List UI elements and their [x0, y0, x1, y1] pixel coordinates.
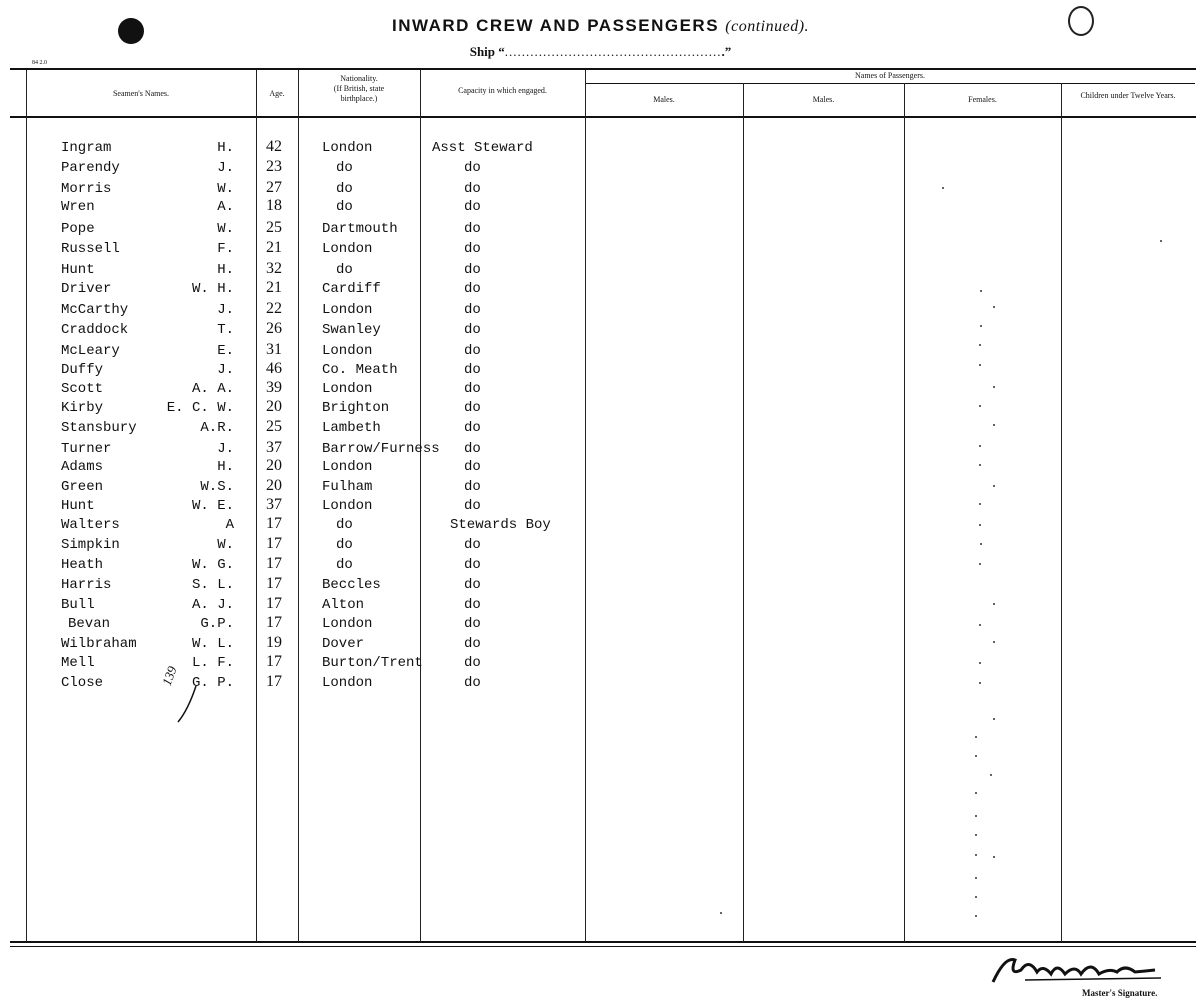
ship-label: Ship “ [469, 44, 505, 59]
crew-age: 18 [266, 197, 282, 214]
crew-age: 26 [266, 320, 282, 337]
table-bottom-rule-2 [10, 946, 1196, 947]
speck [980, 325, 982, 327]
crew-initials: W. E. [191, 498, 234, 514]
crew-nationality: London [322, 302, 373, 318]
speck [979, 524, 981, 526]
crew-nationality: London [322, 616, 373, 632]
ship-line [0, 44, 1201, 60]
speck [990, 774, 992, 776]
speck [975, 736, 977, 738]
crew-age: 37 [266, 439, 282, 456]
speck [993, 718, 995, 720]
crew-nationality: Brighton [322, 400, 390, 416]
crew-capacity: do [464, 479, 481, 495]
header-nationality: Nationality. (If British, state birthplace.) [333, 74, 385, 103]
crew-initials: A [225, 517, 234, 533]
col-rule-capacity [420, 70, 421, 942]
crew-surname: Heath [61, 557, 104, 573]
speck [979, 624, 981, 626]
col-rule-females [904, 83, 905, 942]
crew-nationality: Cardiff [322, 281, 381, 297]
crew-initials: A. [217, 199, 234, 215]
speck [979, 344, 981, 346]
header-bottom-rule [10, 116, 1196, 118]
crew-initials: J. [217, 441, 234, 457]
crew-initials: G.P. [200, 616, 234, 632]
speck [975, 877, 977, 879]
crew-age: 17 [266, 653, 282, 670]
title-suffix: (continued). [725, 18, 810, 35]
crew-age: 17 [266, 515, 282, 532]
crew-nationality: Dartmouth [322, 221, 398, 237]
crew-nationality: London [322, 459, 373, 475]
crew-surname: Craddock [61, 322, 129, 338]
header-passengers: Names of Passengers. [855, 71, 925, 80]
table-bottom-rule [10, 941, 1196, 943]
crew-initials: W. G. [191, 557, 234, 573]
crew-nationality: do [336, 160, 353, 176]
crew-nationality: London [322, 381, 373, 397]
signature-scribble [985, 950, 1175, 990]
crew-nationality: London [322, 675, 373, 691]
crew-nationality: London [322, 343, 373, 359]
crew-capacity: do [464, 262, 481, 278]
speck [942, 187, 944, 189]
speck [975, 792, 977, 794]
speck [979, 445, 981, 447]
crew-surname: Ingram [61, 140, 112, 156]
speck [975, 854, 977, 856]
speck [975, 815, 977, 817]
crew-age: 25 [266, 418, 282, 435]
crew-nationality: do [336, 557, 353, 573]
speck [993, 424, 995, 426]
crew-initials: E. [217, 343, 234, 359]
crew-age: 27 [266, 179, 282, 196]
crew-surname: Scott [61, 381, 104, 397]
speck [993, 485, 995, 487]
col-rule-passengers [585, 70, 586, 942]
crew-surname: Walters [61, 517, 120, 533]
crew-surname: Stansbury [61, 420, 137, 436]
crew-initials: A.R. [200, 420, 234, 436]
page-title [0, 16, 1201, 36]
crew-surname: Close [61, 675, 104, 691]
speck [993, 856, 995, 858]
crew-age: 17 [266, 535, 282, 552]
crew-age: 31 [266, 341, 282, 358]
crew-capacity: do [464, 655, 481, 671]
crew-capacity: do [464, 199, 481, 215]
header-age: Age. [269, 89, 285, 98]
crew-capacity: do [464, 362, 481, 378]
crew-surname: Wren [61, 199, 95, 215]
crew-initials: F. [217, 241, 234, 257]
crew-nationality: do [336, 517, 353, 533]
crew-surname: Parendy [61, 160, 120, 176]
crew-nationality: Swanley [322, 322, 381, 338]
crew-surname: McCarthy [61, 302, 129, 318]
crew-initials: W. [217, 221, 234, 237]
speck [993, 603, 995, 605]
speck [979, 662, 981, 664]
crew-age: 23 [266, 158, 282, 175]
crew-surname: Hunt [61, 262, 95, 278]
crew-capacity: do [464, 420, 481, 436]
header-capacity: Capacity in which engaged. [458, 86, 547, 95]
speck [975, 755, 977, 757]
crew-surname: Wilbraham [61, 636, 137, 652]
speck [975, 896, 977, 898]
speck [979, 563, 981, 565]
ship-dots: ................................................... [504, 44, 722, 59]
crew-initials: S. L. [191, 577, 234, 593]
crew-surname: Kirby [61, 400, 104, 416]
crew-age: 20 [266, 457, 282, 474]
crew-capacity: do [464, 302, 481, 318]
crew-age: 21 [266, 239, 282, 256]
col-rule-males2 [743, 83, 744, 942]
header-children: Children under Twelve Years. [1080, 91, 1176, 100]
crew-surname: Bull [61, 597, 95, 613]
speck [993, 386, 995, 388]
form-number: 84 2.0 [32, 60, 47, 66]
crew-surname: Morris [61, 181, 112, 197]
crew-capacity: do [464, 577, 481, 593]
crew-capacity: Asst Steward [432, 140, 533, 156]
crew-surname: Driver [61, 281, 112, 297]
col-rule-left [26, 70, 27, 942]
crew-age: 20 [266, 398, 282, 415]
table-top-rule [10, 68, 1196, 70]
crew-nationality: do [336, 537, 353, 553]
ship-close: .” [721, 44, 732, 59]
crew-capacity: do [464, 160, 481, 176]
speck [979, 503, 981, 505]
crew-capacity: do [464, 343, 481, 359]
crew-nationality: do [336, 262, 353, 278]
crew-age: 39 [266, 379, 282, 396]
col-rule-nationality [298, 70, 299, 942]
crew-surname: Turner [61, 441, 112, 457]
crew-nationality: Beccles [322, 577, 381, 593]
crew-nationality: Barrow/Furness [322, 441, 440, 457]
crew-surname: Pope [61, 221, 95, 237]
crew-capacity: do [464, 616, 481, 632]
crew-initials: H. [217, 140, 234, 156]
crew-surname: Green [61, 479, 104, 495]
margin-note: 139 [158, 664, 180, 688]
crew-age: 17 [266, 673, 282, 690]
crew-initials: W. [217, 181, 234, 197]
crew-initials: H. [217, 262, 234, 278]
crew-initials: L. F. [191, 655, 234, 671]
crew-capacity: do [464, 636, 481, 652]
crew-surname: Duffy [61, 362, 104, 378]
col-rule-age [256, 70, 257, 942]
crew-initials: G. P. [191, 675, 234, 691]
crew-age: 32 [266, 260, 282, 277]
speck [979, 464, 981, 466]
crew-nationality: Dover [322, 636, 365, 652]
crew-nationality: Co. Meath [322, 362, 398, 378]
speck [720, 912, 722, 914]
signature-label: Master's Signature. [1082, 988, 1158, 998]
crew-age: 22 [266, 300, 282, 317]
crew-surname: Hunt [61, 498, 95, 514]
crew-initials: W. [217, 537, 234, 553]
crew-initials: W. H. [191, 281, 234, 297]
speck [1160, 240, 1162, 242]
header-males-1: Males. [653, 95, 675, 104]
crew-age: 17 [266, 555, 282, 572]
crew-capacity: do [464, 597, 481, 613]
crew-initials: A. A. [191, 381, 234, 397]
crew-age: 17 [266, 595, 282, 612]
passenger-sub-rule [585, 83, 1195, 84]
speck [979, 682, 981, 684]
crew-nationality: Lambeth [322, 420, 381, 436]
speck [993, 306, 995, 308]
speck [980, 290, 982, 292]
crew-capacity: do [464, 557, 481, 573]
margin-tick-mark [176, 680, 206, 728]
crew-nationality: London [322, 140, 373, 156]
crew-initials: J. [217, 362, 234, 378]
crew-initials: A. J. [191, 597, 234, 613]
crew-capacity: do [464, 675, 481, 691]
crew-capacity: do [464, 381, 481, 397]
crew-initials: J. [217, 302, 234, 318]
crew-capacity: do [464, 281, 481, 297]
crew-initials: W.S. [200, 479, 234, 495]
crew-initials: E. C. W. [166, 400, 234, 416]
crew-initials: J. [217, 160, 234, 176]
crew-surname: McLeary [61, 343, 120, 359]
crew-capacity: do [464, 537, 481, 553]
crew-nationality: London [322, 241, 373, 257]
crew-initials: H. [217, 459, 234, 475]
speck [975, 834, 977, 836]
speck [993, 641, 995, 643]
speck [979, 364, 981, 366]
crew-capacity: do [464, 241, 481, 257]
col-rule-children [1061, 83, 1062, 942]
header-males-2: Males. [812, 95, 835, 104]
crew-capacity: Stewards Boy [450, 517, 551, 533]
crew-capacity: do [464, 322, 481, 338]
crew-nationality: do [336, 199, 353, 215]
crew-nationality: Burton/Trent [322, 655, 423, 671]
title-main: INWARD CREW AND PASSENGERS [391, 16, 720, 35]
crew-age: 25 [266, 219, 282, 236]
crew-capacity: do [464, 400, 481, 416]
crew-nationality: do [336, 181, 353, 197]
crew-age: 17 [266, 575, 282, 592]
crew-initials: T. [217, 322, 234, 338]
crew-age: 20 [266, 477, 282, 494]
speck [975, 915, 977, 917]
crew-capacity: do [464, 498, 481, 514]
crew-age: 19 [266, 634, 282, 651]
crew-initials: W. L. [191, 636, 234, 652]
crew-capacity: do [464, 181, 481, 197]
crew-surname: Adams [61, 459, 104, 475]
crew-age: 46 [266, 360, 282, 377]
crew-capacity: do [464, 221, 481, 237]
crew-capacity: do [464, 441, 481, 457]
crew-surname: Simpkin [61, 537, 120, 553]
crew-age: 21 [266, 279, 282, 296]
crew-age: 42 [266, 138, 282, 155]
master-signature [985, 950, 1175, 990]
crew-nationality: Fulham [322, 479, 373, 495]
crew-surname: Mell [61, 655, 95, 671]
header-females: Females. [968, 95, 997, 104]
speck [979, 405, 981, 407]
crew-surname: Bevan [68, 616, 111, 632]
crew-surname: Harris [61, 577, 112, 593]
crew-age: 37 [266, 496, 282, 513]
crew-capacity: do [464, 459, 481, 475]
crew-age: 17 [266, 614, 282, 631]
crew-surname: Russell [61, 241, 120, 257]
crew-nationality: London [322, 498, 373, 514]
crew-nationality: Alton [322, 597, 365, 613]
header-seamens-names: Seamen's Names. [112, 89, 170, 98]
speck [980, 543, 982, 545]
